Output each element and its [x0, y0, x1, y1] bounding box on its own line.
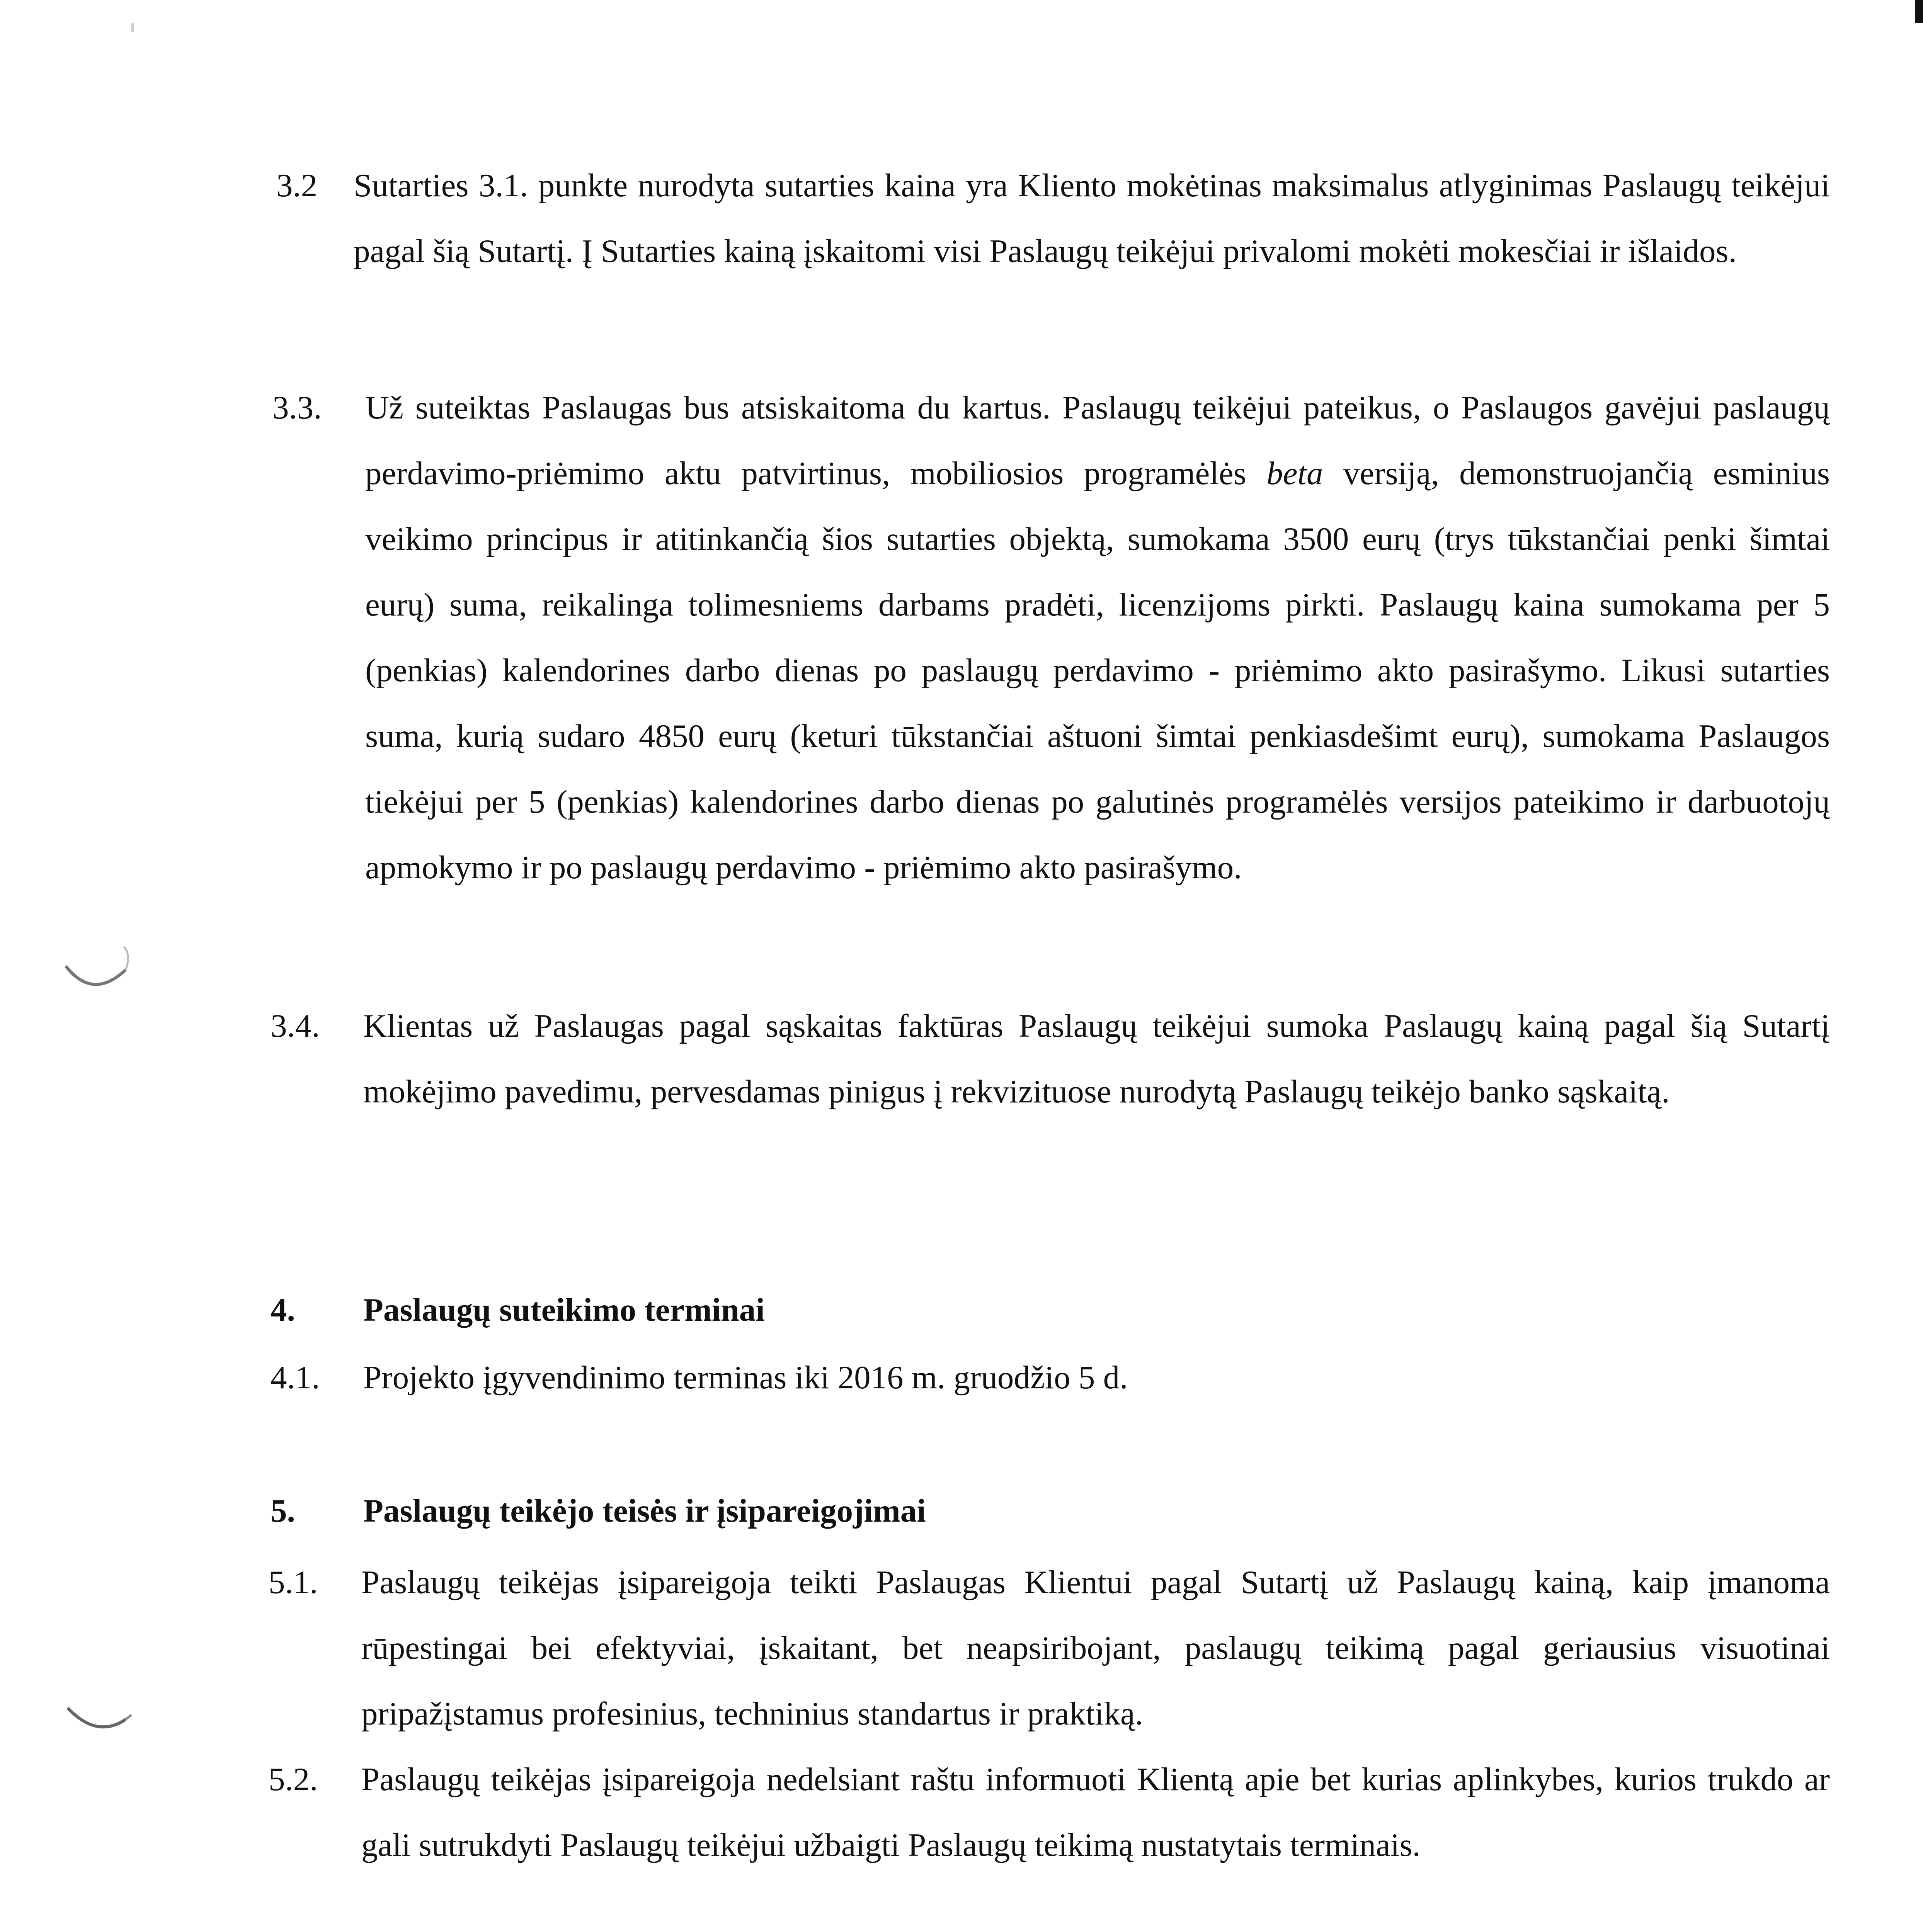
paragraph-text: Paslaugų teikėjas įsipareigoja nedelsiant raštu informuoti Klientą apie bet kurias aplinkybes, kurios trukdo ar gali sutrukdyti Paslaugų teikėjui užbaigti Paslaugų teikimą nustatytais terminais. — [361, 1761, 1830, 1863]
paragraph-number: 5.1. — [269, 1564, 318, 1600]
section-number: 5. — [271, 1493, 295, 1529]
section-4-heading — [271, 1277, 1830, 1343]
section-number: 4. — [271, 1292, 295, 1328]
paragraph-number: 3.3. — [272, 389, 322, 426]
paragraph-text: Paslaugų teikėjas įsipareigoja teikti Paslaugas Klientui pagal Sutartį už Paslaugų kainą, kaip įmanoma rūpestingai bei efektyviai, įskaitant, bet neapsiribojant, paslaugų teikimą pagal geriausius visuotinai pripažįstamus profesinius, techninius standartus ir praktiką. — [361, 1564, 1830, 1732]
paragraph-text: Klientas už Paslaugas pagal sąskaitas faktūras Paslaugų teikėjui sumoka Paslaugų kainą pagal šią Sutartį mokėjimo pavedimu, pervesdamas pinigus į rekvizituose nurodytą Paslaugų teikėjo banko sąskaitą. — [363, 1008, 1830, 1110]
italic-term: beta — [1266, 455, 1323, 492]
paragraph-number: 3.2 — [276, 167, 318, 204]
paragraph-4-1 — [271, 1345, 1830, 1410]
scan-speck — [131, 23, 134, 32]
section-5-heading — [271, 1478, 1830, 1544]
paragraph-3-4 — [271, 993, 1830, 1124]
scan-edge-mark-top-right — [1915, 0, 1923, 23]
paragraph-5-2 — [269, 1747, 1830, 1878]
paragraph-3-3 — [272, 375, 1830, 900]
paragraph-text: Projekto įgyvendinimo terminas iki 2016 m. gruodžio 5 d. — [363, 1359, 1128, 1396]
paragraph-5-1 — [269, 1549, 1830, 1747]
paragraph-3-2 — [276, 153, 1830, 284]
paragraph-number: 4.1. — [271, 1359, 320, 1396]
section-title: Paslaugų suteikimo terminai — [363, 1292, 765, 1328]
paragraph-text: Už suteiktas Paslaugas bus atsiskaitoma du kartus. Paslaugų teikėjui pateikus, o Paslaugos gavėjui paslaugų perdavimo-priėmimo aktu patvirtinus, mobiliosios programėlės beta versiją, demonstruojančią esminius veikimo principus ir atitinkančią šios sutarties objektą, sumokama 3500 eurų (trys tūkstančiai penki šimtai eurų) suma, reikalinga tolimesniems darbams pradėti, licenzijoms pirkti. Paslaugų kaina sumokama per 5 (penkias) kalendorines darbo dienas po paslaugų perdavimo - priėmimo akto pasirašymo. Likusi sutarties suma, kurią sudaro 4850 eurų (keturi tūkstančiai aštuoni šimtai penkiasdešimt eurų), sumokama Paslaugos tiekėjui per 5 (penkias) kalendorines darbo dienas po galutinės programėlės versijos pateikimo ir darbuotojų apmokymo ir po paslaugų perdavimo - priėmimo akto pasirašymo. — [365, 389, 1830, 886]
paragraph-number: 3.4. — [271, 1008, 320, 1044]
section-title: Paslaugų teikėjo teisės ir įsipareigojimai — [363, 1493, 926, 1529]
binder-hole-mark-lower — [58, 1692, 147, 1750]
binder-hole-mark-upper — [58, 943, 147, 1012]
paragraph-number: 5.2. — [269, 1761, 318, 1798]
paragraph-text: Sutarties 3.1. punkte nurodyta sutarties kaina yra Kliento mokėtinas maksimalus atlyginimas Paslaugų teikėjui pagal šią Sutartį. Į Sutarties kainą įskaitomi visi Paslaugų teikėjui privalomi mokėti mokesčiai ir išlaidos. — [354, 167, 1830, 269]
